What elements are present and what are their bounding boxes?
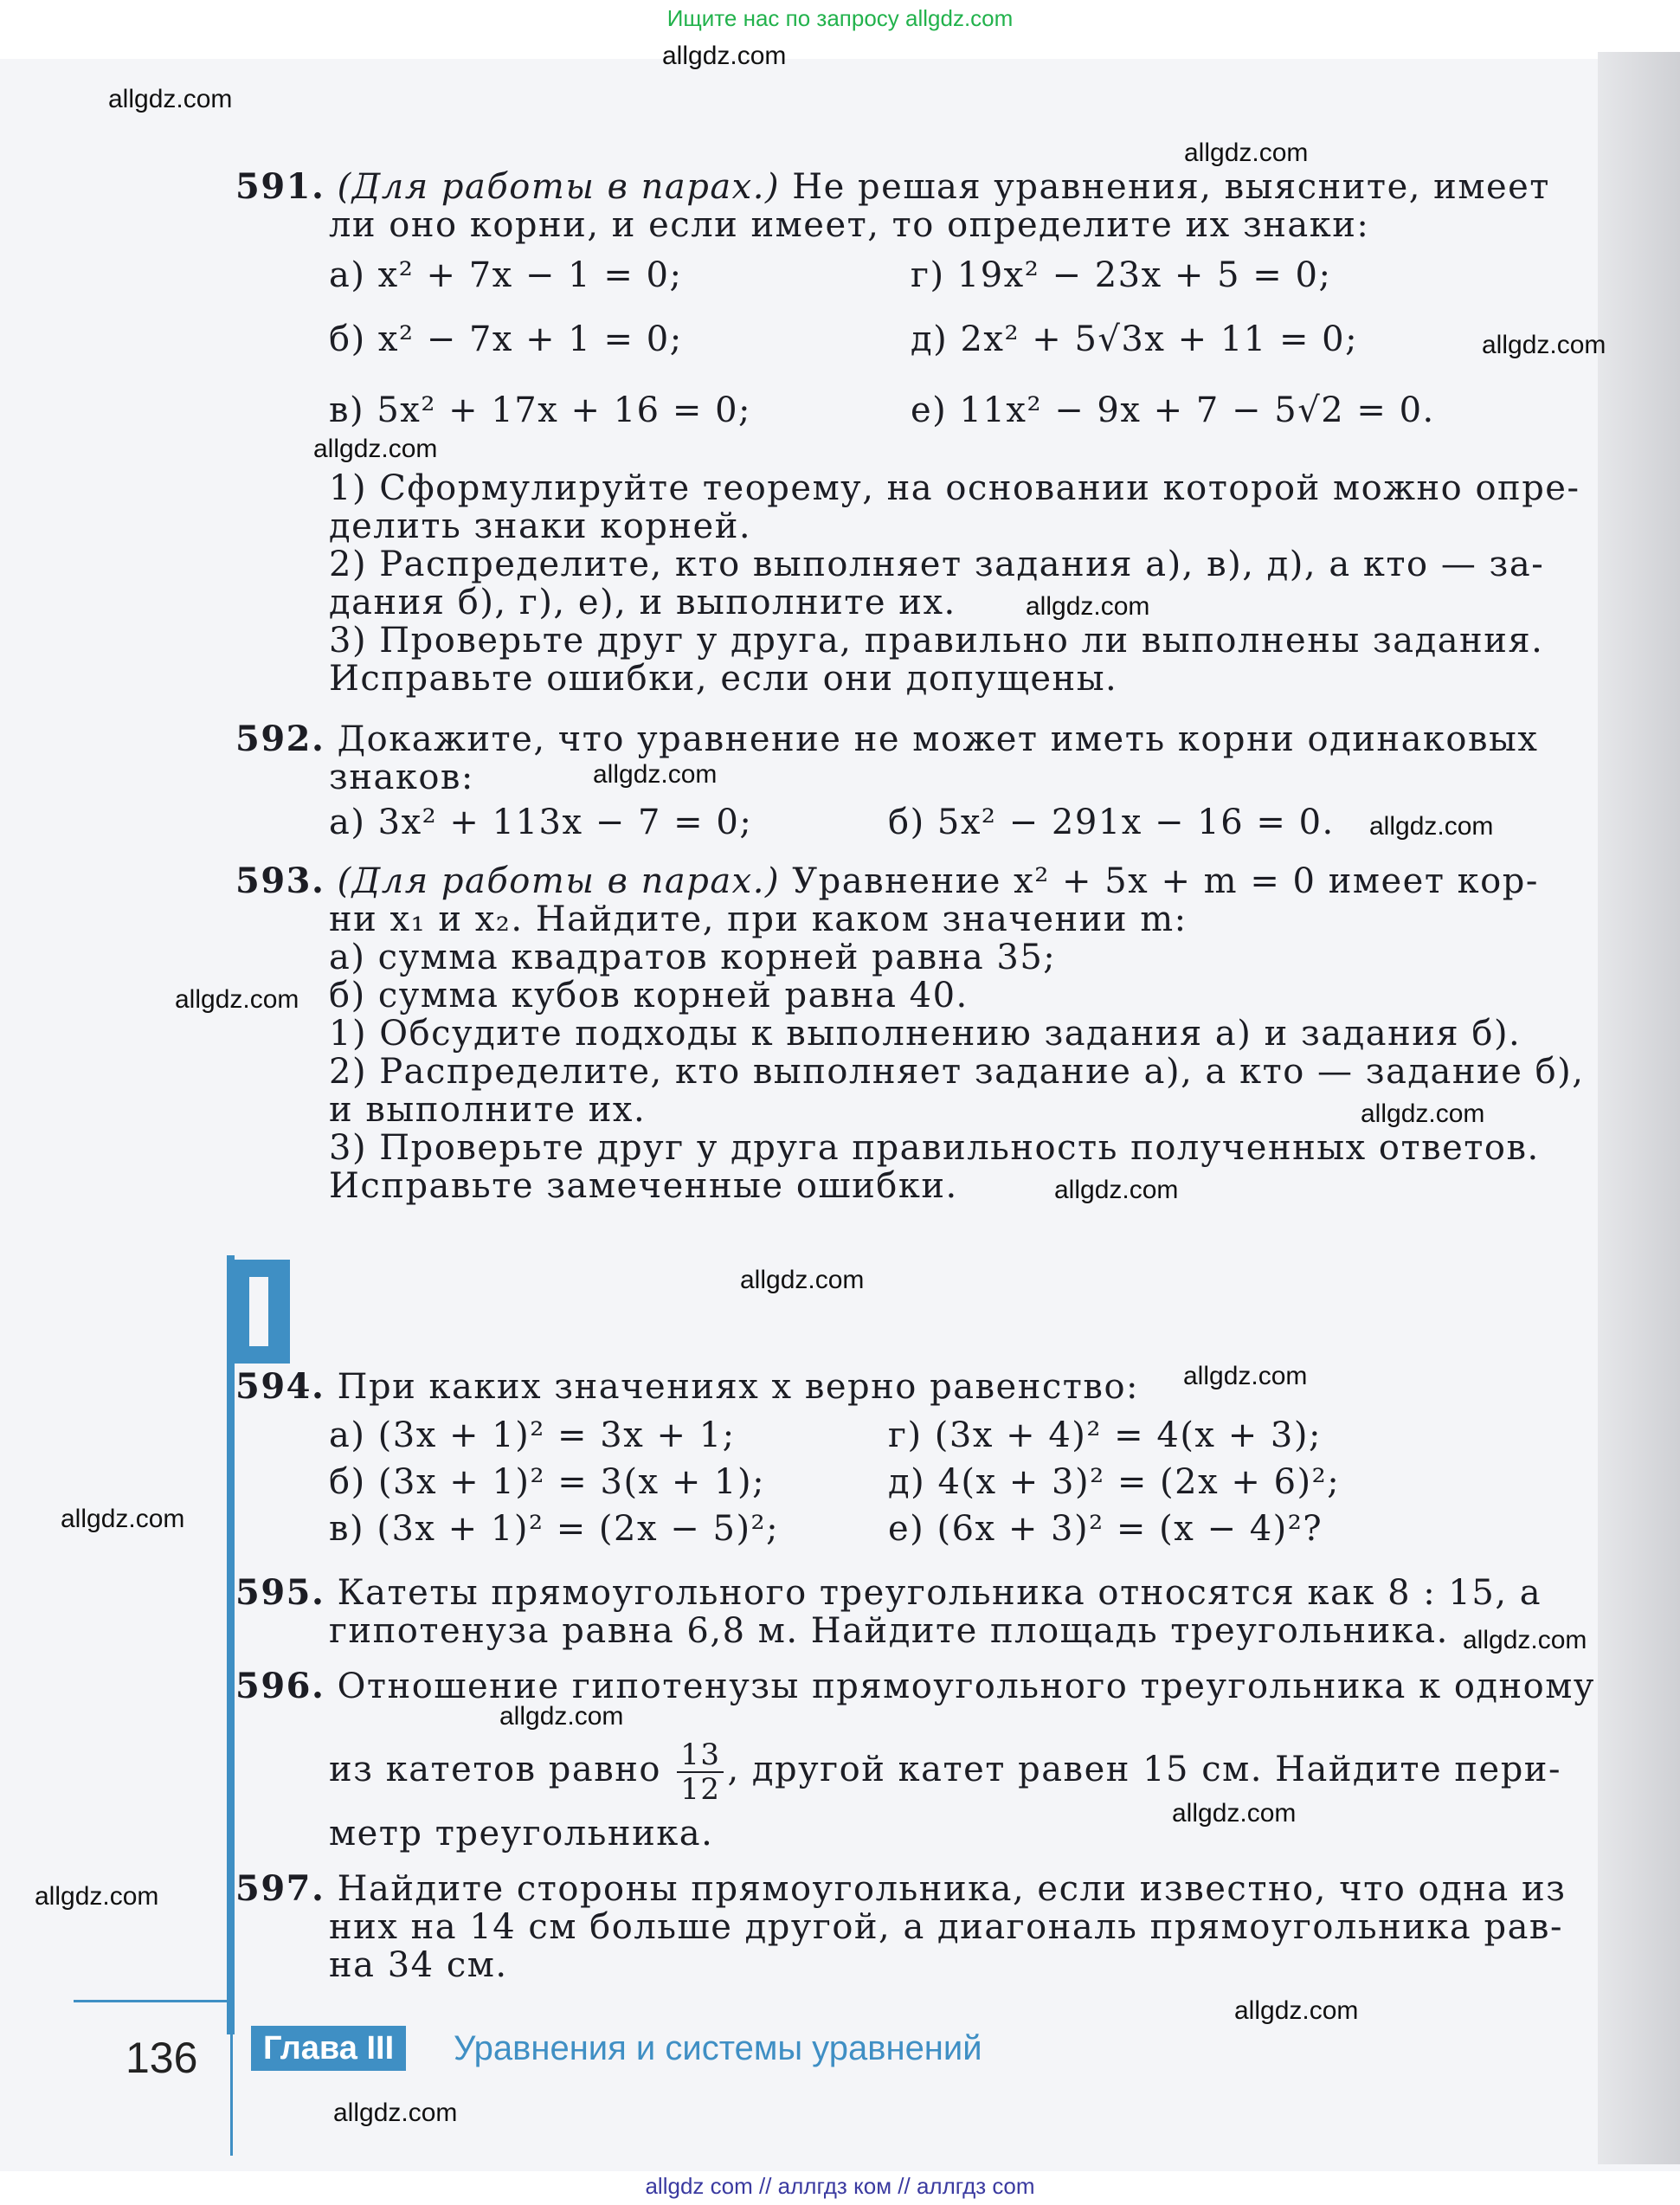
problem-593-line2: ни x₁ и x₂. Найдите, при каком значении m: xyxy=(329,899,1188,939)
problem-text: из катетов равно xyxy=(329,1750,661,1789)
equation-591-g: г) 19x² − 23x + 5 = 0; xyxy=(911,255,1332,295)
fraction-denominator: 12 xyxy=(680,1772,721,1807)
problem-596-line2 xyxy=(329,1738,1561,1806)
equation-592-a: а) 3x² + 113x − 7 = 0; xyxy=(329,803,753,842)
equation-591-b: б) x² − 7x + 1 = 0; xyxy=(329,319,683,359)
step-593-1: 1) Обсудите подходы к выполнению задания а) и задания б). xyxy=(329,1014,1522,1054)
problem-text: , другой катет равен 15 см. Найдите пери- xyxy=(727,1750,1561,1789)
problem-text: Уравнение x² + 5x + m = 0 имеет кор- xyxy=(792,861,1539,901)
chapter-title: Уравнения и системы уравнений xyxy=(454,2029,982,2067)
fraction-numerator: 13 xyxy=(677,1738,724,1773)
site-watermark: allgdz.com xyxy=(1369,812,1494,841)
problem-595-line1 xyxy=(235,1574,1542,1612)
problem-text: Катеты прямоугольного треугольника относятся как 8 : 15, а xyxy=(337,1573,1542,1613)
site-watermark: allgdz.com xyxy=(35,1882,159,1911)
problem-595-line2: гипотенуза равна 6,8 м. Найдите площадь треугольника. xyxy=(329,1611,1449,1651)
step-591-3a: 3) Проверьте друг у друга, правильно ли выполнены задания. xyxy=(329,621,1544,661)
site-watermark: allgdz.com xyxy=(1183,1362,1308,1390)
equation-592-b: б) 5x² − 291x − 16 = 0. xyxy=(888,803,1335,842)
problem-number: 592. xyxy=(235,719,325,759)
step-591-3b: Исправьте ошибки, если они допущены. xyxy=(329,659,1118,699)
site-watermark: allgdz.com xyxy=(61,1505,185,1533)
problem-591-line2: ли оно корни, и если имеет, то определите их знаки: xyxy=(329,205,1370,245)
problem-number: 594. xyxy=(235,1366,325,1407)
site-watermark: allgdz.com xyxy=(333,2099,458,2127)
equation-591-d: д) 2x² + 5√3x + 11 = 0; xyxy=(911,319,1359,359)
task-593-a: а) сумма квадратов корней равна 35; xyxy=(329,938,1057,977)
equation-594-v: в) (3x + 1)² = (2x − 5)²; xyxy=(329,1509,780,1549)
chapter-label: Глава III xyxy=(251,2026,406,2071)
equation-594-e: е) (6x + 3)² = (x − 4)²? xyxy=(888,1509,1323,1549)
step-593-2b: и выполните их. xyxy=(329,1090,647,1130)
problem-text: Отношение гипотенузы прямоугольного треугольника к одному xyxy=(337,1667,1595,1706)
section-marker-bar xyxy=(227,1255,235,2034)
pair-work-note: (Для работы в парах.) xyxy=(337,167,781,207)
site-watermark: allgdz.com xyxy=(1026,592,1150,621)
problem-593-line1 xyxy=(235,862,1539,900)
problem-text: Докажите, что уравнение не может иметь корни одинаковых xyxy=(337,719,1539,759)
equation-594-g: г) (3x + 4)² = 4(x + 3); xyxy=(888,1415,1322,1455)
problem-596-line1 xyxy=(235,1667,1595,1705)
site-watermark: allgdz.com xyxy=(175,985,299,1014)
problem-596-line3: метр треугольника. xyxy=(329,1814,714,1854)
site-watermark: allgdz.com xyxy=(1234,1996,1359,2025)
problem-592-line2: знаков: xyxy=(329,758,474,797)
step-591-1b: делить знаки корней. xyxy=(329,506,752,546)
fraction xyxy=(677,1738,724,1806)
problem-text: Не решая уравнения, выясните, имеет xyxy=(792,167,1550,207)
problem-597-line3: на 34 см. xyxy=(329,1945,508,1985)
step-591-1a: 1) Сформулируйте теорему, на основании которой можно опре- xyxy=(329,468,1580,508)
footer-rule-vertical xyxy=(230,2000,233,2156)
problem-594-line1 xyxy=(235,1368,1139,1406)
site-watermark: allgdz.com xyxy=(1463,1626,1587,1654)
site-watermark: allgdz.com xyxy=(1184,139,1309,167)
equation-591-e: е) 11x² − 9x + 7 − 5√2 = 0. xyxy=(911,390,1435,430)
problem-597-line1 xyxy=(235,1870,1566,1908)
bottom-watermark-banner[interactable]: allgdz com // аллгдз ком // аллгдз com xyxy=(645,2173,1035,2199)
problem-number: 591. xyxy=(235,166,325,207)
page-number: 136 xyxy=(126,2034,198,2082)
site-watermark: allgdz.com xyxy=(740,1266,865,1294)
problem-597-line2: них на 14 см больше другой, а диагональ прямоугольника рав- xyxy=(329,1907,1563,1947)
step-593-2a: 2) Распределите, кто выполняет задание а), а кто — задание б), xyxy=(329,1052,1585,1092)
site-watermark: allgdz.com xyxy=(1054,1176,1179,1204)
site-watermark: allgdz.com xyxy=(499,1702,624,1731)
equation-591-a: а) x² + 7x − 1 = 0; xyxy=(329,255,683,295)
step-593-3b: Исправьте замеченные ошибки. xyxy=(329,1166,958,1206)
task-593-b: б) сумма кубов корней равна 40. xyxy=(329,976,969,1015)
site-watermark: allgdz.com xyxy=(593,760,718,789)
problem-text: При каких значениях x верно равенство: xyxy=(337,1367,1139,1407)
footer-rule xyxy=(74,2000,234,2002)
site-watermark: allgdz.com xyxy=(1172,1799,1297,1828)
site-watermark: allgdz.com xyxy=(108,85,233,113)
step-593-3a: 3) Проверьте друг у друга правильность полученных ответов. xyxy=(329,1128,1540,1168)
equation-591-v: в) 5x² + 17x + 16 = 0; xyxy=(329,390,751,430)
equation-594-d: д) 4(x + 3)² = (2x + 6)²; xyxy=(888,1462,1341,1502)
page-edge-shadow xyxy=(1598,52,1680,2164)
problem-592-line1 xyxy=(235,720,1538,758)
step-591-2b: дания б), г), е), и выполните их. xyxy=(329,583,956,622)
problem-number: 597. xyxy=(235,1868,325,1909)
step-591-2a: 2) Распределите, кто выполняет задания а), в), д), а кто — за- xyxy=(329,545,1545,584)
problem-number: 596. xyxy=(235,1666,325,1706)
equation-594-b: б) (3x + 1)² = 3(x + 1); xyxy=(329,1462,766,1502)
site-watermark: allgdz.com xyxy=(1361,1099,1485,1128)
problem-number: 593. xyxy=(235,861,325,901)
equation-594-a: а) (3x + 1)² = 3x + 1; xyxy=(329,1415,736,1455)
site-watermark: allgdz.com xyxy=(1482,331,1606,359)
pair-work-note: (Для работы в парах.) xyxy=(337,861,781,901)
site-watermark: allgdz.com xyxy=(313,435,438,463)
problem-591-line1 xyxy=(235,168,1550,206)
problem-text: Найдите стороны прямоугольника, если известно, что одна из xyxy=(337,1869,1567,1909)
site-watermark: allgdz.com xyxy=(662,42,787,70)
top-watermark-banner[interactable]: Ищите нас по запросу allgdz.com xyxy=(666,5,1014,31)
problem-number: 595. xyxy=(235,1572,325,1613)
section-marker-icon-slot xyxy=(249,1277,268,1346)
